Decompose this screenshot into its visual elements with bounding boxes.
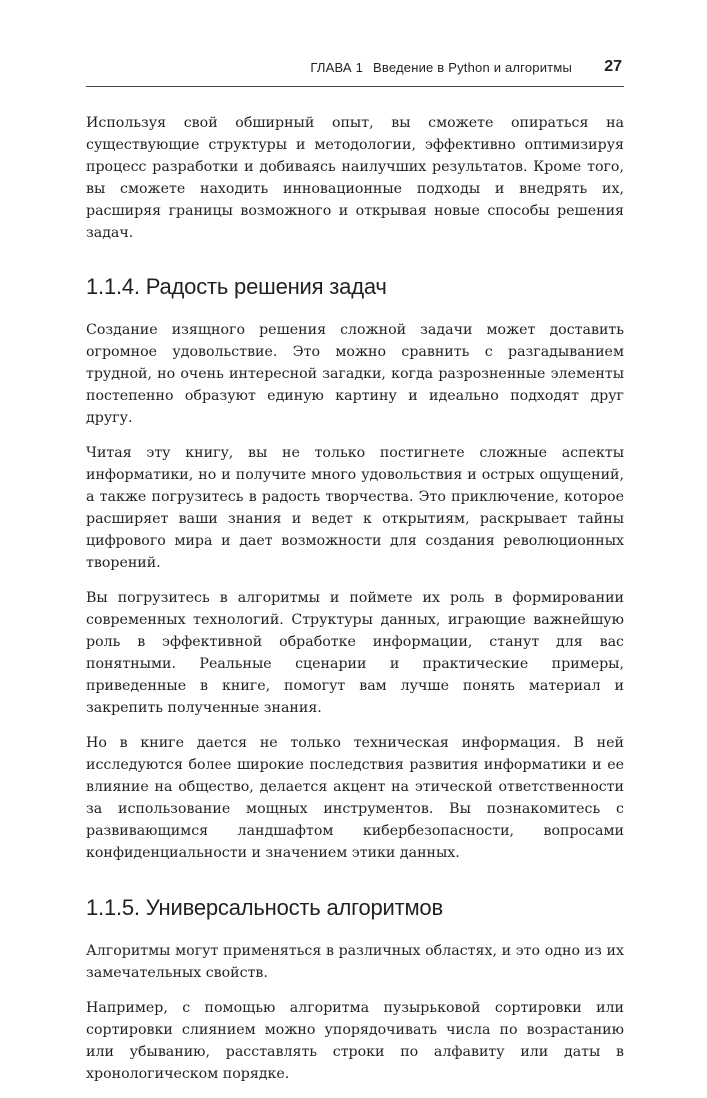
paragraph: Читая эту книгу, вы не только постигнете сложные аспекты информатики, но и получите много удовольствия и острых ощущений, а также погрузитесь в радость творчества. Это приключение, которое расширяет ваши знания и ведет к открытиям, раскрывает тайны цифрового мира и дает возможности для создания революционных творений. <box>86 445 624 571</box>
section-heading-1-1-5: 1.1.5. Универсальность алгоритмов <box>86 895 443 920</box>
chapter-title: Введение в Python и алгоритмы <box>373 60 572 75</box>
running-header <box>86 58 624 87</box>
running-head-text <box>310 60 572 75</box>
page-body <box>86 112 624 1098</box>
page-number: 27 <box>604 58 622 75</box>
paragraph: Создание изящного решения сложной задачи может доставить огромное удовольствие. Это можно сравнить с разгадыванием трудной, но очень интересной загадки, когда разрозненные элементы постепенно образуют единую картину и идеально подходят друг другу. <box>86 322 624 426</box>
paragraph: Например, с помощью алгоритма пузырьковой сортировки или сортировки слиянием можно упорядочивать числа по возрастанию или убыванию, расставлять строки по алфавиту или даты в хронологическом порядке. <box>86 1000 624 1082</box>
section-heading-1-1-4: 1.1.4. Радость решения задач <box>86 274 387 299</box>
paragraph: Алгоритмы могут применяться в различных областях, и это одно из их замечательных свойств. <box>86 943 624 981</box>
chapter-label: ГЛАВА 1 <box>310 60 364 75</box>
intro-paragraph: Используя свой обширный опыт, вы сможете опираться на существующие структуры и методологии, эффективно оптимизируя процесс разработки и добиваясь наилучших результатов. Кроме того, вы сможете находить инновационные подходы и внедрять их, расширяя границы возможного и открывая новые способы решения задач. <box>86 115 624 241</box>
paragraph: Вы погрузитесь в алгоритмы и поймете их роль в формировании современных технологий. Структуры данных, играющие важнейшую роль в эффективной обработке информации, станут для вас понятными. Реальные сценарии и практические примеры, приведенные в книге, помогут вам лучше понять материал и закрепить полученные знания. <box>86 590 624 716</box>
paragraph: Но в книге дается не только техническая информация. В ней исследуются более широкие последствия развития информатики и ее влияние на общество, делается акцент на этической ответственности за использование мощных инструментов. Вы познакомитесь с развивающимся ландшафтом кибербезопасности, вопросами конфиденциальности и значением этики данных. <box>86 735 624 861</box>
